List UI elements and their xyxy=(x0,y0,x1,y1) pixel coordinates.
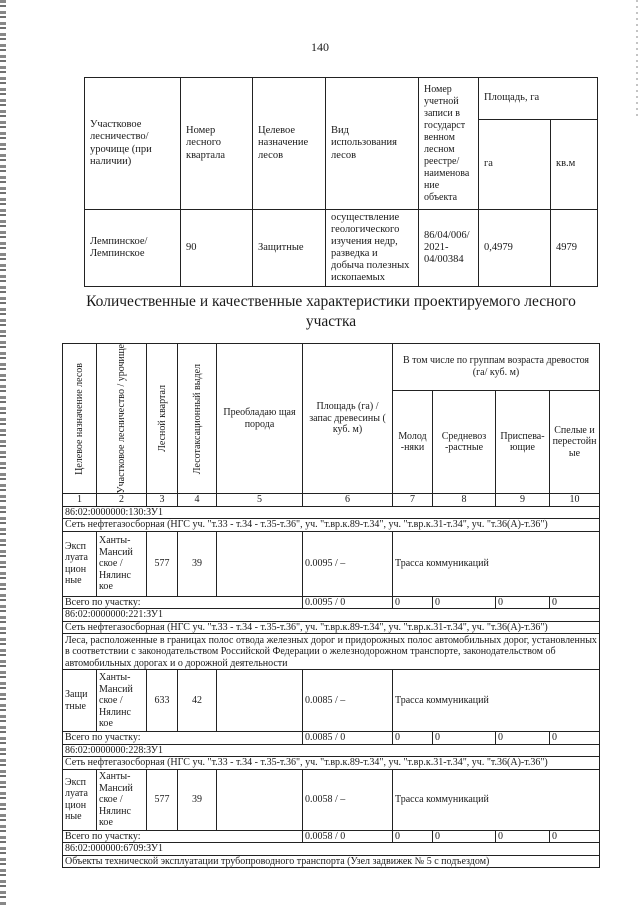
t2-column-numbers xyxy=(63,494,600,507)
col-number: 10 xyxy=(550,494,600,507)
row-object: Трасса коммуникаций xyxy=(393,531,600,596)
col-number: 3 xyxy=(147,494,178,507)
row-species xyxy=(217,531,303,596)
table-row xyxy=(63,670,600,732)
total-value: 0 xyxy=(433,732,496,745)
total-value: 0 xyxy=(393,830,433,843)
row-section: 42 xyxy=(178,670,217,732)
t2-header-species: Преобладаю щая порода xyxy=(217,344,303,494)
row-forestry: Ханты- Мансий ское / Нялинс кое xyxy=(97,769,147,830)
t1-header-ha: га xyxy=(479,120,551,210)
total-label: Всего по участку: xyxy=(63,596,303,609)
object-description: Объекты технической эксплуатации трубопроводного транспорта (Узел задвижек № 5 с подъездом) xyxy=(63,855,600,868)
total-label: Всего по участку: xyxy=(63,830,303,843)
total-value: 0 xyxy=(433,830,496,843)
row-quarter: 577 xyxy=(147,769,178,830)
cadastral-number: 86:02:0000000:221:ЗУ1 xyxy=(63,609,600,622)
t1-header-area: Площадь, га xyxy=(479,78,598,120)
t2-header-age-groups: В том числе по группам возраста древостоя (га/ куб. м) xyxy=(393,344,600,391)
t1-cell-ha: 0,4979 xyxy=(479,210,551,287)
row-area: 0.0058 / – xyxy=(303,769,393,830)
total-row xyxy=(63,596,600,609)
row-purpose: Эксп луата цион ные xyxy=(63,531,97,596)
total-area: 0.0058 / 0 xyxy=(303,830,393,843)
t2-header-middle: Средневоз -растные xyxy=(433,390,496,494)
total-area: 0.0085 / 0 xyxy=(303,732,393,745)
t2-header-young: Молод -няки xyxy=(393,390,433,494)
t1-header-record: Номер учетной записи в государст венном лесном реестре/ наименова ние объекта xyxy=(419,78,479,210)
t2-header-forestry: Участковое лесничество / урочище xyxy=(97,344,147,494)
row-forestry: Ханты- Мансий ское / Нялинс кое xyxy=(97,531,147,596)
total-area: 0.0095 / 0 xyxy=(303,596,393,609)
row-section: 39 xyxy=(178,531,217,596)
row-purpose: Защи тные xyxy=(63,670,97,732)
total-value: 0 xyxy=(393,732,433,745)
t1-cell-sqm: 4979 xyxy=(551,210,598,287)
total-value: 0 xyxy=(550,732,600,745)
col-number: 7 xyxy=(393,494,433,507)
col-number: 6 xyxy=(303,494,393,507)
network-description: Сеть нефтегазосборная (НГС уч. "т.33 - т.34 - т.35-т.36", уч. "т.вр.к.89-т.34", уч. "т.вр.к.31-т.34", уч. "т.36(А)-т.36") xyxy=(63,621,600,634)
t1-cell-usage: осуществление геологического изучения недр, разведка и добыча полезных ископаемых xyxy=(326,210,419,287)
col-number: 1 xyxy=(63,494,97,507)
table-row xyxy=(63,531,600,596)
t1-cell-record: 86/04/006/ 2021- 04/00384 xyxy=(419,210,479,287)
total-value: 0 xyxy=(433,596,496,609)
total-value: 0 xyxy=(550,830,600,843)
t2-header-premature: Приспева- ющие xyxy=(496,390,550,494)
network-description: Сеть нефтегазосборная (НГС уч. "т.33 - т.34 - т.35-т.36", уч. "т.вр.к.89-т.34", уч. "т.вр.к.31-т.34", уч. "т.36(А)-т.36") xyxy=(63,757,600,770)
scan-edge-right xyxy=(636,0,638,120)
protected-note: Леса, расположенные в границах полос отвода железных дорог и придорожных полос автомобильных дорог, установленных в соответствии с законодательством Российской Федерации о железнодорожном транспорте, законодательством об автомобильных дорогах и о дорожной деятельности xyxy=(63,634,600,670)
t1-header-forestry: Участковое лесничество/ урочище (при наличии) xyxy=(85,78,181,210)
t1-header-purpose: Целевое назначение лесов xyxy=(253,78,326,210)
network-description: Сеть нефтегазосборная (НГС уч. "т.33 - т.34 - т.35-т.36", уч. "т.вр.к.89-т.34", уч. "т.вр.к.31-т.34", уч. "т.36(А)-т.36") xyxy=(63,519,600,532)
t1-cell-quarter: 90 xyxy=(181,210,253,287)
t1-cell-forestry: Лемпинское/ Лемпинское xyxy=(85,210,181,287)
t1-cell-purpose: Защитные xyxy=(253,210,326,287)
row-area: 0.0085 / – xyxy=(303,670,393,732)
t1-header-quarter: Номер лесного квартала xyxy=(181,78,253,210)
cadastral-number: 86:02:0000000:228:ЗУ1 xyxy=(63,744,600,757)
t2-header-area: Площадь (га) / запас древесины ( куб. м) xyxy=(303,344,393,494)
cadastral-number: 86:02:0000000:130:ЗУ1 xyxy=(63,506,600,519)
total-row xyxy=(63,830,600,843)
total-value: 0 xyxy=(496,596,550,609)
t1-header-usage: Вид использования лесов xyxy=(326,78,419,210)
total-value: 0 xyxy=(496,830,550,843)
col-number: 5 xyxy=(217,494,303,507)
row-object: Трасса коммуникаций xyxy=(393,769,600,830)
row-species xyxy=(217,670,303,732)
t2-header-purpose: Целевое назначение лесов xyxy=(63,344,97,494)
t2-header-quarter: Лесной квартал xyxy=(147,344,178,494)
row-purpose: Эксп луата цион ные xyxy=(63,769,97,830)
scan-edge-left xyxy=(0,0,6,905)
characteristics-table xyxy=(62,343,600,868)
row-object: Трасса коммуникаций xyxy=(393,670,600,732)
t1-header-sqm: кв.м xyxy=(551,120,598,210)
row-quarter: 633 xyxy=(147,670,178,732)
row-species xyxy=(217,769,303,830)
total-row xyxy=(63,732,600,745)
t2-header-section: Лесотаксационный выдел xyxy=(178,344,217,494)
row-forestry: Ханты- Мансий ское / Нялинс кое xyxy=(97,670,147,732)
forest-plot-table xyxy=(84,77,598,287)
col-number: 9 xyxy=(496,494,550,507)
total-value: 0 xyxy=(496,732,550,745)
row-section: 39 xyxy=(178,769,217,830)
col-number: 8 xyxy=(433,494,496,507)
col-number: 4 xyxy=(178,494,217,507)
section-title: Количественные и качественные характеристики проектируемого лесного участка xyxy=(86,293,576,331)
col-number: 2 xyxy=(97,494,147,507)
total-value: 0 xyxy=(550,596,600,609)
total-label: Всего по участку: xyxy=(63,732,303,745)
t2-header-mature: Спелые и перестойн ые xyxy=(550,390,600,494)
row-area: 0.0095 / – xyxy=(303,531,393,596)
total-value: 0 xyxy=(393,596,433,609)
row-quarter: 577 xyxy=(147,531,178,596)
page-number: 140 xyxy=(311,40,329,54)
cadastral-number: 86:02:000000:6709:ЗУ1 xyxy=(63,843,600,856)
table-row xyxy=(63,769,600,830)
